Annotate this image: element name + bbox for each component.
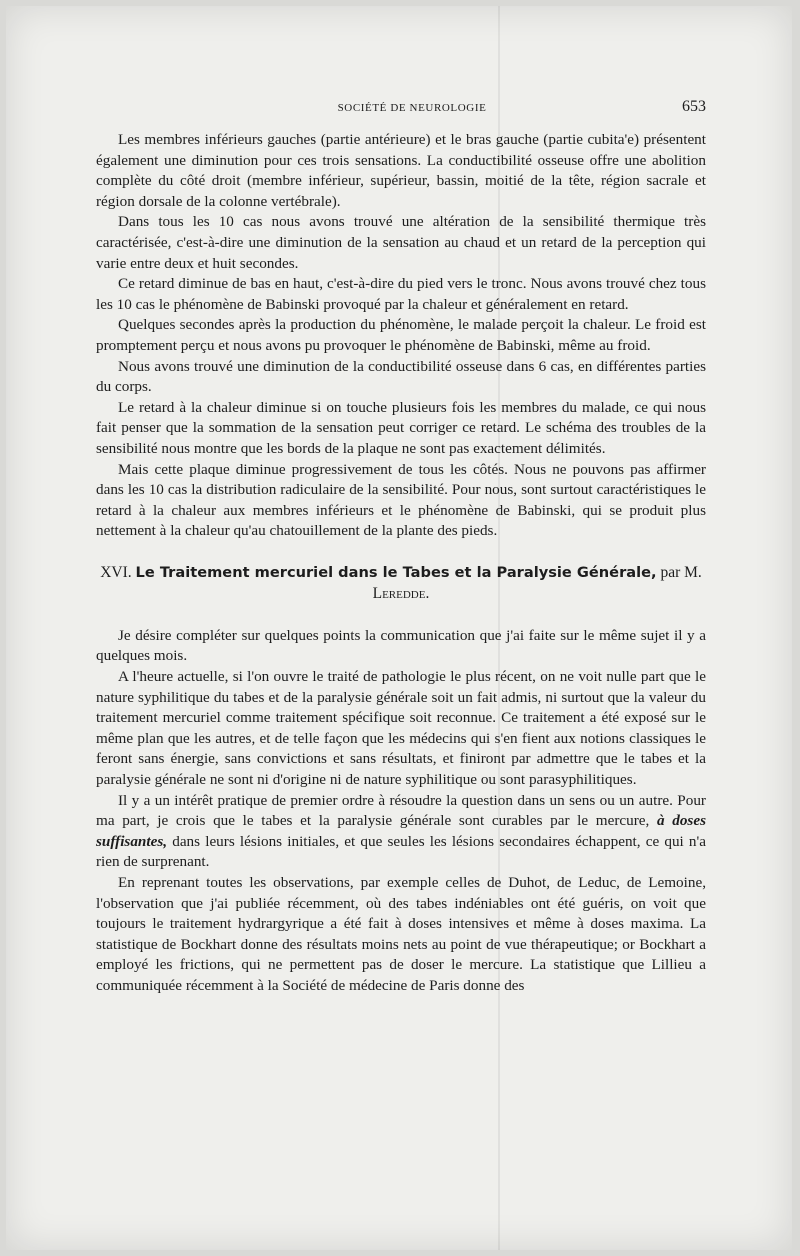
paragraph: A l'heure actuelle, si l'on ouvre le traité de pathologie le plus récent, on ne voit nulle part que le nature syphilitique du tabes et de la paralysie générale soit un fait admis, ni surtout que la valeur du traitement mercuriel comme traitement spécifique soit reconnue. Ce traitement a été exposé sur le même plan que les autres, et de telle façon que les médecins qui s'en fient aux notions classiques le feront sans énergie, sans convictions et sans résultats, et finiront par admettre que le tabes et la paralysie générale ne sont ni d'origine ni de nature syphilitique ou sont parasyphilitiques.: [96, 668, 706, 789]
paragraph: Ce retard diminue de bas en haut, c'est-à-dire du pied vers le tronc. Nous avons trouvé chez tous les 10 cas le phénomène de Babinski provoqué par la chaleur et généralement en retard.: [96, 275, 706, 313]
byline-prefix: par M.: [660, 563, 702, 581]
author-name: Leredde.: [372, 584, 430, 602]
paragraph: Les membres inférieurs gauches (partie antérieure) et le bras gauche (partie cubita'e) présentent également une diminution pour ces trois sensations. La conductibilité osseuse offre une abolition complète du côté droit (membre inférieur, supérieur, bassin, moitié de la tête, région sacrale et région dorsale de la colonne vertébrale).: [96, 131, 706, 210]
paragraph: Dans tous les 10 cas nous avons trouvé une altération de la sensibilité thermique très caractérisée, c'est-à-dire une diminution de la sensation au chaud et un retard de la perception qui varie entre deux et huit secondes.: [96, 213, 706, 272]
paragraph-text: Il y a un intérêt pratique de premier ordre à résoudre la question dans un sens ou un autre. Pour ma part, je crois que le tabes et la paralysie générale sont curables par le mercure,: [96, 791, 706, 830]
paragraph: Nous avons trouvé une diminution de la conductibilité osseuse dans 6 cas, en différentes parties du corps.: [96, 357, 706, 396]
section-number: XVI.: [100, 563, 132, 581]
section-title: Le Traitement mercuriel dans le Tabes et la Paralysie Générale,: [135, 563, 657, 581]
emphasized-text: à doses suffisantes,: [96, 812, 706, 850]
paragraph: Je désire compléter sur quelques points la communication que j'ai faite sur le même sujet il y a quelques mois.: [96, 626, 706, 665]
body-text: [96, 130, 706, 997]
paragraph: Mais cette plaque diminue progressivement de tous les côtés. Nous ne pouvons pas affirmer dans les 10 cas la distribution radiculaire de la sensibilité. Pour nous, sont surtout caractéristiques le retard à la chaleur aux membres inférieurs et le phénomène de Babinski, qui se produit plus nettement à la chaleur qu'au chatouillement de la plante des pieds.: [96, 460, 706, 540]
paragraph: Le retard à la chaleur diminue si on touche plusieurs fois les membres du malade, ce qui nous fait penser que la sommation de la sensation peut corriger ce retard. Le schéma des troubles de la sensibilité nous montre que les bords de la plaque ne sont pas exactement délimités.: [96, 398, 706, 457]
running-head: SOCIÉTÉ DE NEUROLOGIE: [337, 102, 487, 114]
section-heading: [96, 562, 706, 604]
page-header: [114, 98, 710, 118]
paragraph-text: dans leurs lésions initiales, et que seules les lésions secondaires échappent, ce qui n'a rien de surprenant.: [96, 832, 707, 871]
paragraph: En reprenant toutes les observations, par exemple celles de Duhot, de Leduc, de Lemoine, l'observation que j'ai publiée récemment, où des tabes indéniables ont été guéris, on voit que toujours le traitement hydrargyrique a été fait à doses intensives et même à doses maxima. La statistique de Bockhart donne des résultats moins nets au point de vue thérapeutique; or Bockhart a employé les frictions, qui ne permettent pas de doser le mercure. La statistique que Lillieu a communiquée récemment à la Société de médecine de Paris donne des: [96, 874, 706, 994]
page-number: 653: [682, 98, 706, 115]
paragraph: [96, 791, 706, 873]
paragraph: Quelques secondes après la production du phénomène, le malade perçoit la chaleur. Le froid est promptement perçu et nous avons pu provoquer le phénomène de Babinski, même au froid.: [96, 316, 706, 354]
